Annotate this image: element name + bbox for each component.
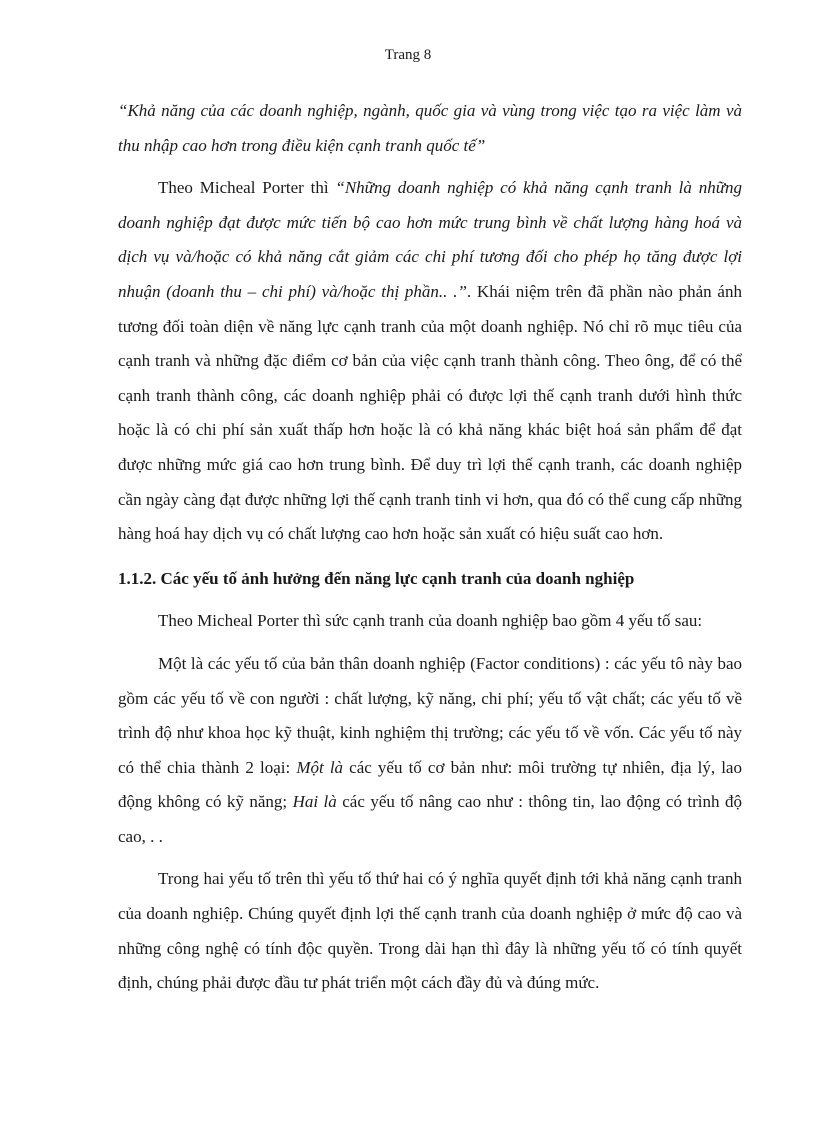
quoted-definition: “Khả năng của các doanh nghiệp, ngành, quốc gia và vùng trong việc tạo ra việc làm và thu nhập cao hơn trong điều kiện cạnh tranh quốc tế” xyxy=(118,101,742,155)
emphasis-first: Một là xyxy=(296,757,344,777)
paragraph-rest: . Khái niệm trên đã phần nào phản ánh tương đối toàn diện về năng lực cạnh tranh của một doanh nghiệp. Nó chỉ rõ mục tiêu của cạnh tranh và những đặc điểm cơ bản của việc cạnh tranh thành công. Theo ông, để có thể cạnh tranh thành công, các doanh nghiệp phải có được lợi thế cạnh tranh dưới hình thức hoặc là có chi phí sản xuất thấp hơn hoặc là có khả năng khác biệt hoá sản phẩm để đạt được những mức giá cao hơn trung bình. Để duy trì lợi thế cạnh tranh, các doanh nghiệp cần ngày càng đạt được những lợi thế cạnh tranh tinh vi hơn, qua đó có thể cung cấp những hàng hoá hay dịch vụ có chất lượng cao hơn hoặc sản xuất có hiệu suất cao hơn. xyxy=(118,281,742,544)
text-segment: Một là các yếu tố của bản thân doanh nghiệp (Factor conditions) : các yếu tô này bao gồm các yếu tố về con người : chất lượng, kỹ năng, chi phí; yếu tố vật chất; các yếu tố về trình độ như khoa học kỹ thuật, kinh nghiệm thị trường; các yếu tố về vốn. Các yếu tố này có thể chia thành 2 loại: xyxy=(118,653,742,777)
paragraph-second-factor: Trong hai yếu tố trên thì yếu tố thứ hai có ý nghĩa quyết định tới khả năng cạnh tranh của doanh nghiệp. Chúng quyết định lợi thế cạnh tranh của doanh nghiệp ở mức độ cao và những công nghệ có tính độc quyền. Trong dài hạn thì đây là những yếu tố có tính quyết định, chúng phải được đầu tư phát triển một cách đầy đủ và đúng mức. xyxy=(118,869,742,993)
text-segment: các yếu tố nâng cao như : thông tin, lao động có trình độ cao, . . xyxy=(118,792,742,846)
paragraph-lead: Theo Micheal Porter thì xyxy=(158,178,336,198)
paragraph-porter-definition xyxy=(118,171,742,552)
page-number: Trang 8 xyxy=(384,47,432,63)
paragraph-four-factors: Theo Micheal Porter thì sức cạnh tranh của doanh nghiệp bao gồm 4 yếu tố sau: xyxy=(158,611,703,631)
emphasis-second: Hai là xyxy=(292,792,337,812)
section-heading: 1.1.2. Các yếu tố ảnh hưởng đến năng lực cạnh tranh của doanh nghiệp xyxy=(118,568,635,588)
text-segment: các yếu tố cơ bản như: môi trường tự nhiên, địa lý, lao động không có kỹ năng; xyxy=(118,757,742,812)
porter-quote: “Những doanh nghiệp có khả năng cạnh tranh là những doanh nghiệp đạt được mức tiến bộ cao hơn mức trung bình về chất lượng hàng hoá và dịch vụ và/hoặc có khả năng cắt giảm các chi phí tương đối cho phép họ tăng được lợi nhuận (doanh thu – chi phí) và/hoặc thị phần.. .” xyxy=(118,178,742,301)
page-body xyxy=(118,94,742,1001)
paragraph-factor-conditions xyxy=(118,647,742,855)
